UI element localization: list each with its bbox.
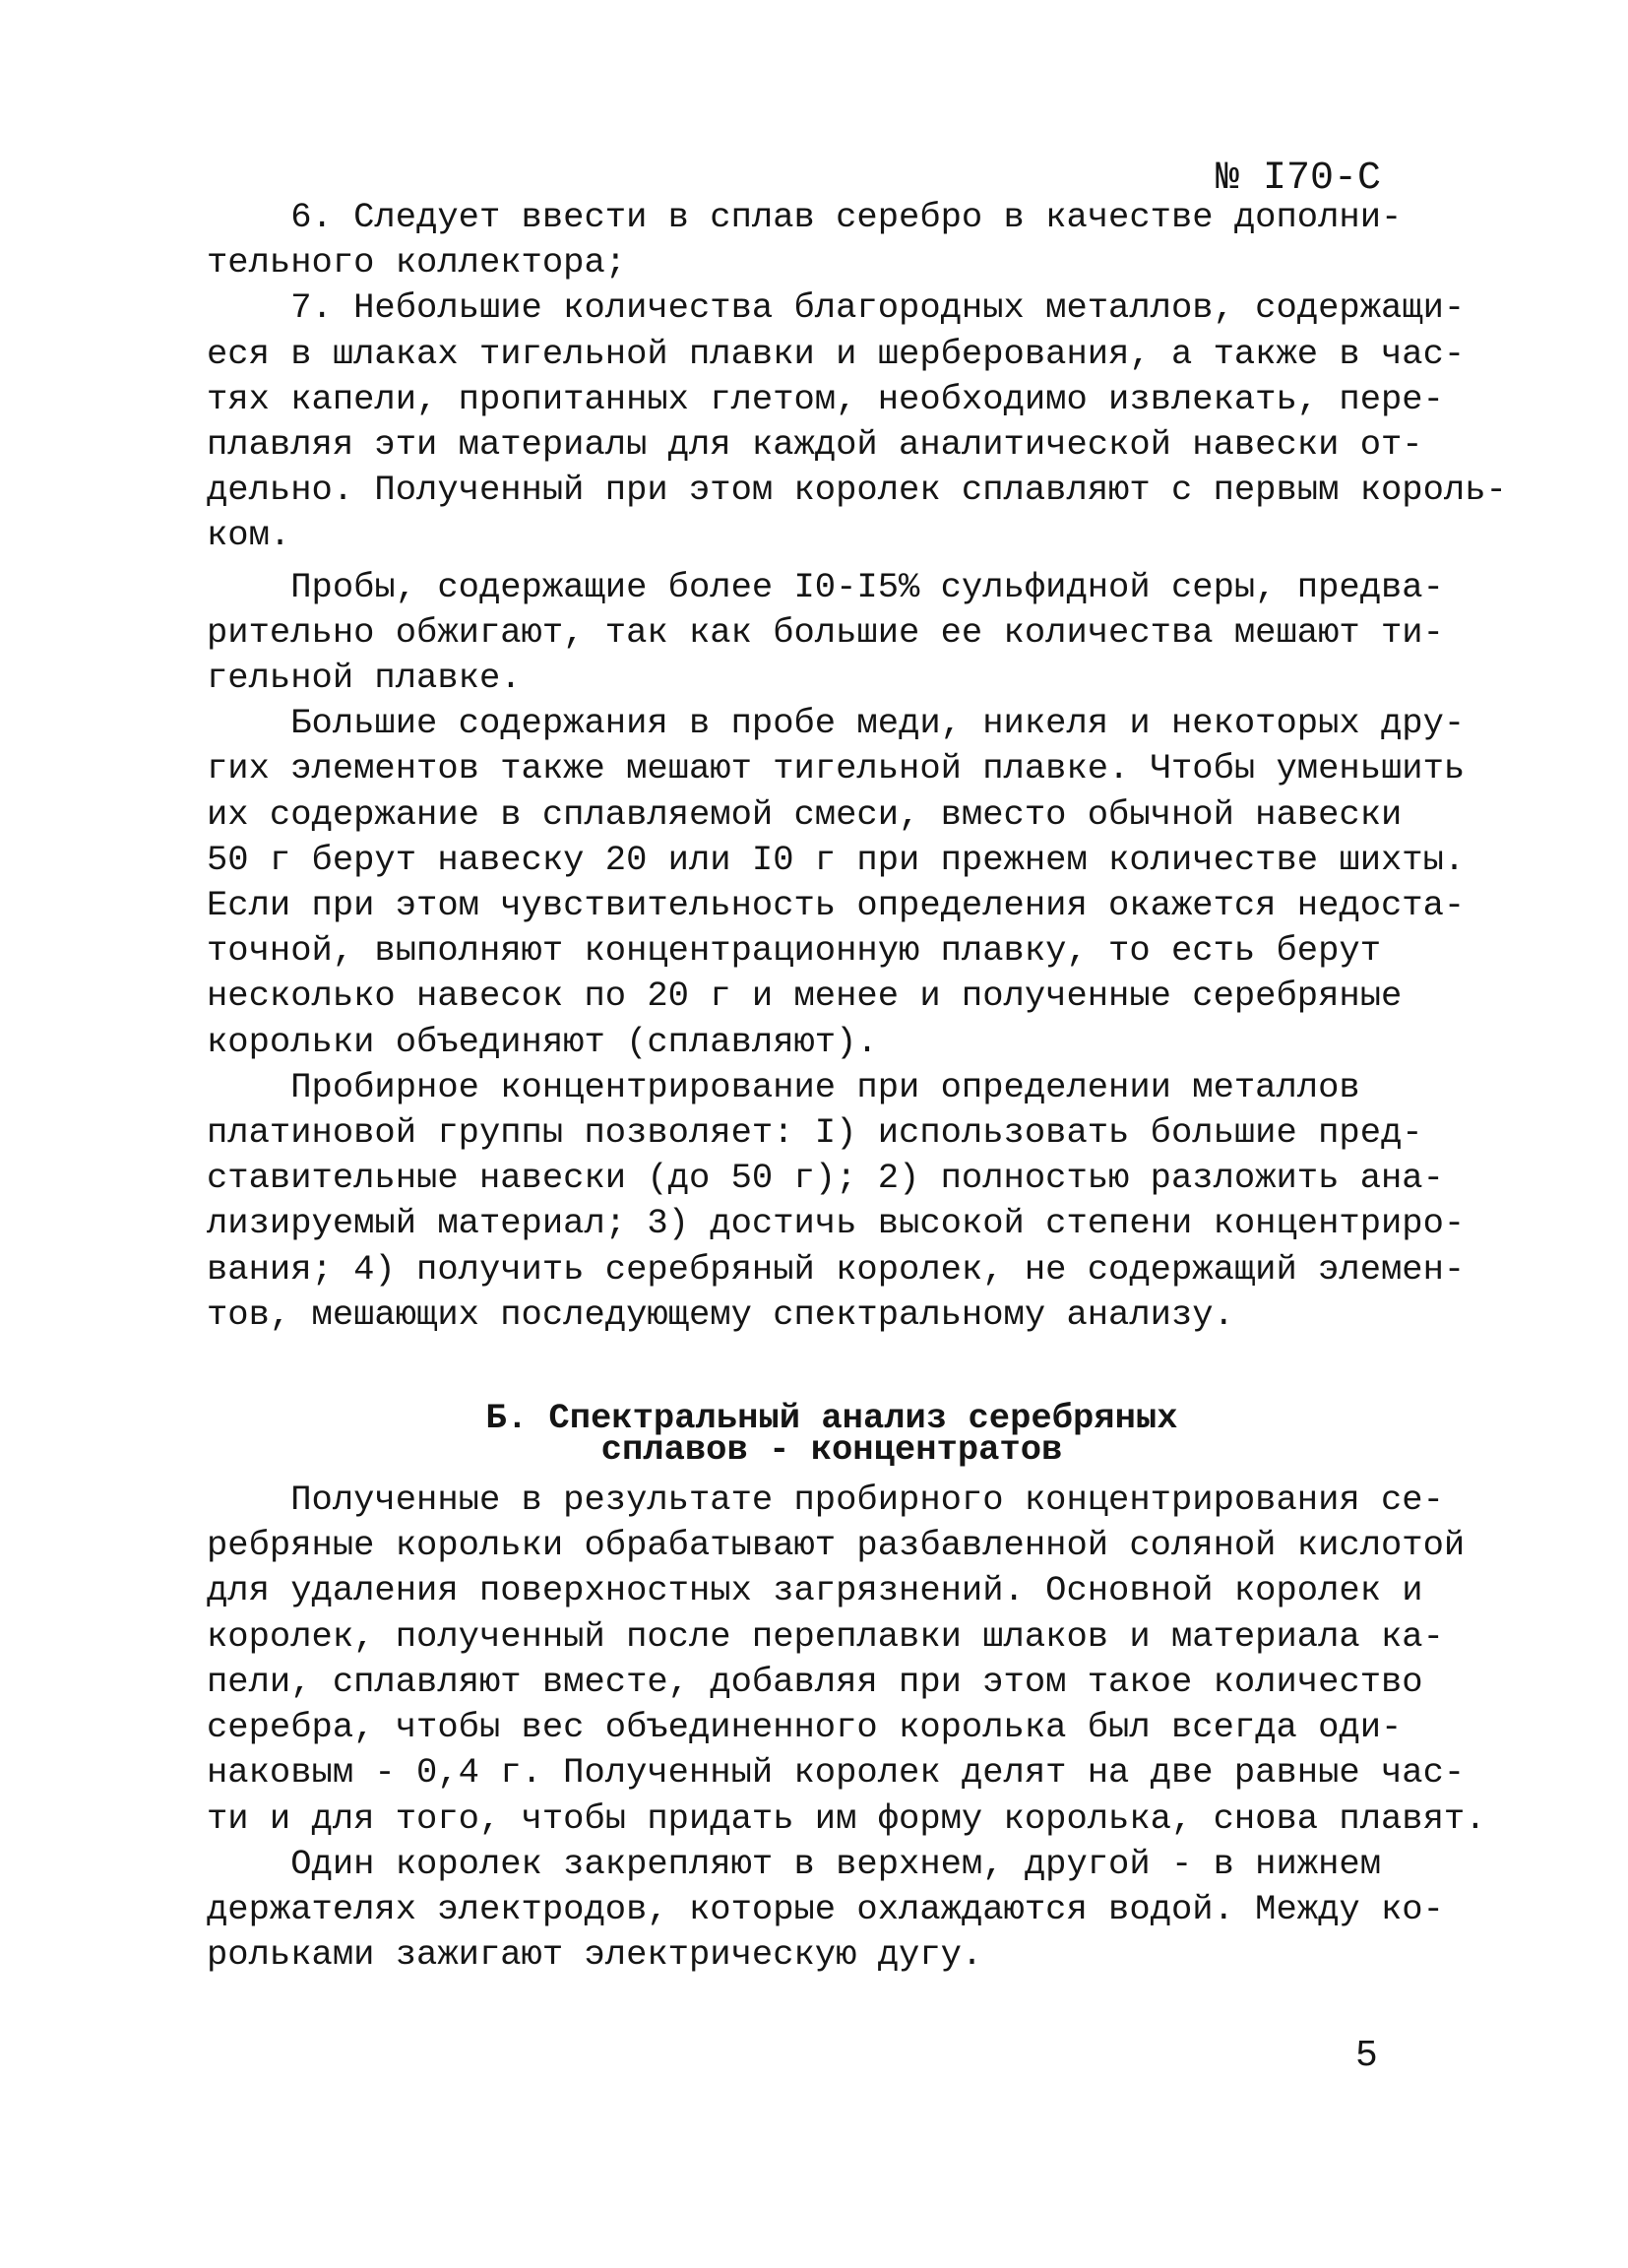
paragraph-sulfide: Пробы, содержащие более I0-I5% сульфидной серы, предва- рительно обжигают, так как большие ее количества мешают ти- гельной плавке. xyxy=(207,566,1444,699)
paragraph-electrodes: Один королек закрепляют в верхнем, другой - в нижнем держателях электродов, которые охлаждаются водой. Между ко- рольками зажигают электрическую дугу. xyxy=(207,1843,1444,1976)
paragraph-7: 7. Небольшие количества благородных металлов, содержащи- еся в шлаках тигельной плавки и шерберования, а также в час- тях капели, пропитанных глетом, необходимо извлекать, пере- плавляя эти материалы для каждой аналитической навески от- дельно. Полученный при этом королек сплавляют с первым король- ком. xyxy=(207,287,1507,556)
page-body xyxy=(207,195,1507,1978)
paragraph-6: 6. Следует ввести в сплав серебро в качестве дополни- тельного коллектора; xyxy=(207,197,1403,284)
page-number: 5 xyxy=(1355,2035,1378,2077)
paragraph-silver-beads: Полученные в результате пробирного концентрирования се- ребряные корольки обрабатывают разбавленной соляной кислотой для удаления поверхностных загрязнений. Основной королек и королек, полученный после переплавки шлаков и материала ка- пели, сплавляют вместе, добавляя при этом такое количество серебра, чтобы вес объединенного королька был всегда оди- наковым - 0,4 г. Полученный королек делят на две равные час- ти и для того, чтобы придать им форму королька, снова плавят. xyxy=(207,1480,1486,1839)
paragraph-assay-concentration: Пробирное концентрирование при определении металлов платиновой группы позволяет: I) использовать большие пред- ставительные навески (до 50 г); 2) полностью разложить ана- лизируемый материал; 3) достичь высокой степени концентриро- вания; 4) получить серебряный королек, не содержащий элемен- тов, мешающих последующему спектральному анализу. xyxy=(207,1066,1466,1335)
paragraph-copper-nickel: Большие содержания в пробе меди, никеля и некоторых дру- гих элементов также мешают тигельной плавке. Чтобы уменьшить их содержание в сплавляемой смеси, вместо обычной навески 50 г берут навеску 20 или I0 г при прежнем количестве шихты. Если при этом чувствительность определения окажется недоста- точной, выполняют концентрационную плавку, то есть берут несколько навесок по 20 г и менее и полученные серебряные корольки объединяют (сплавляют). xyxy=(207,703,1466,1062)
document-number: № I70-С xyxy=(1216,157,1382,201)
section-heading: Б. Спектральный анализ серебряных сплавов - концентратов xyxy=(485,1398,1178,1471)
